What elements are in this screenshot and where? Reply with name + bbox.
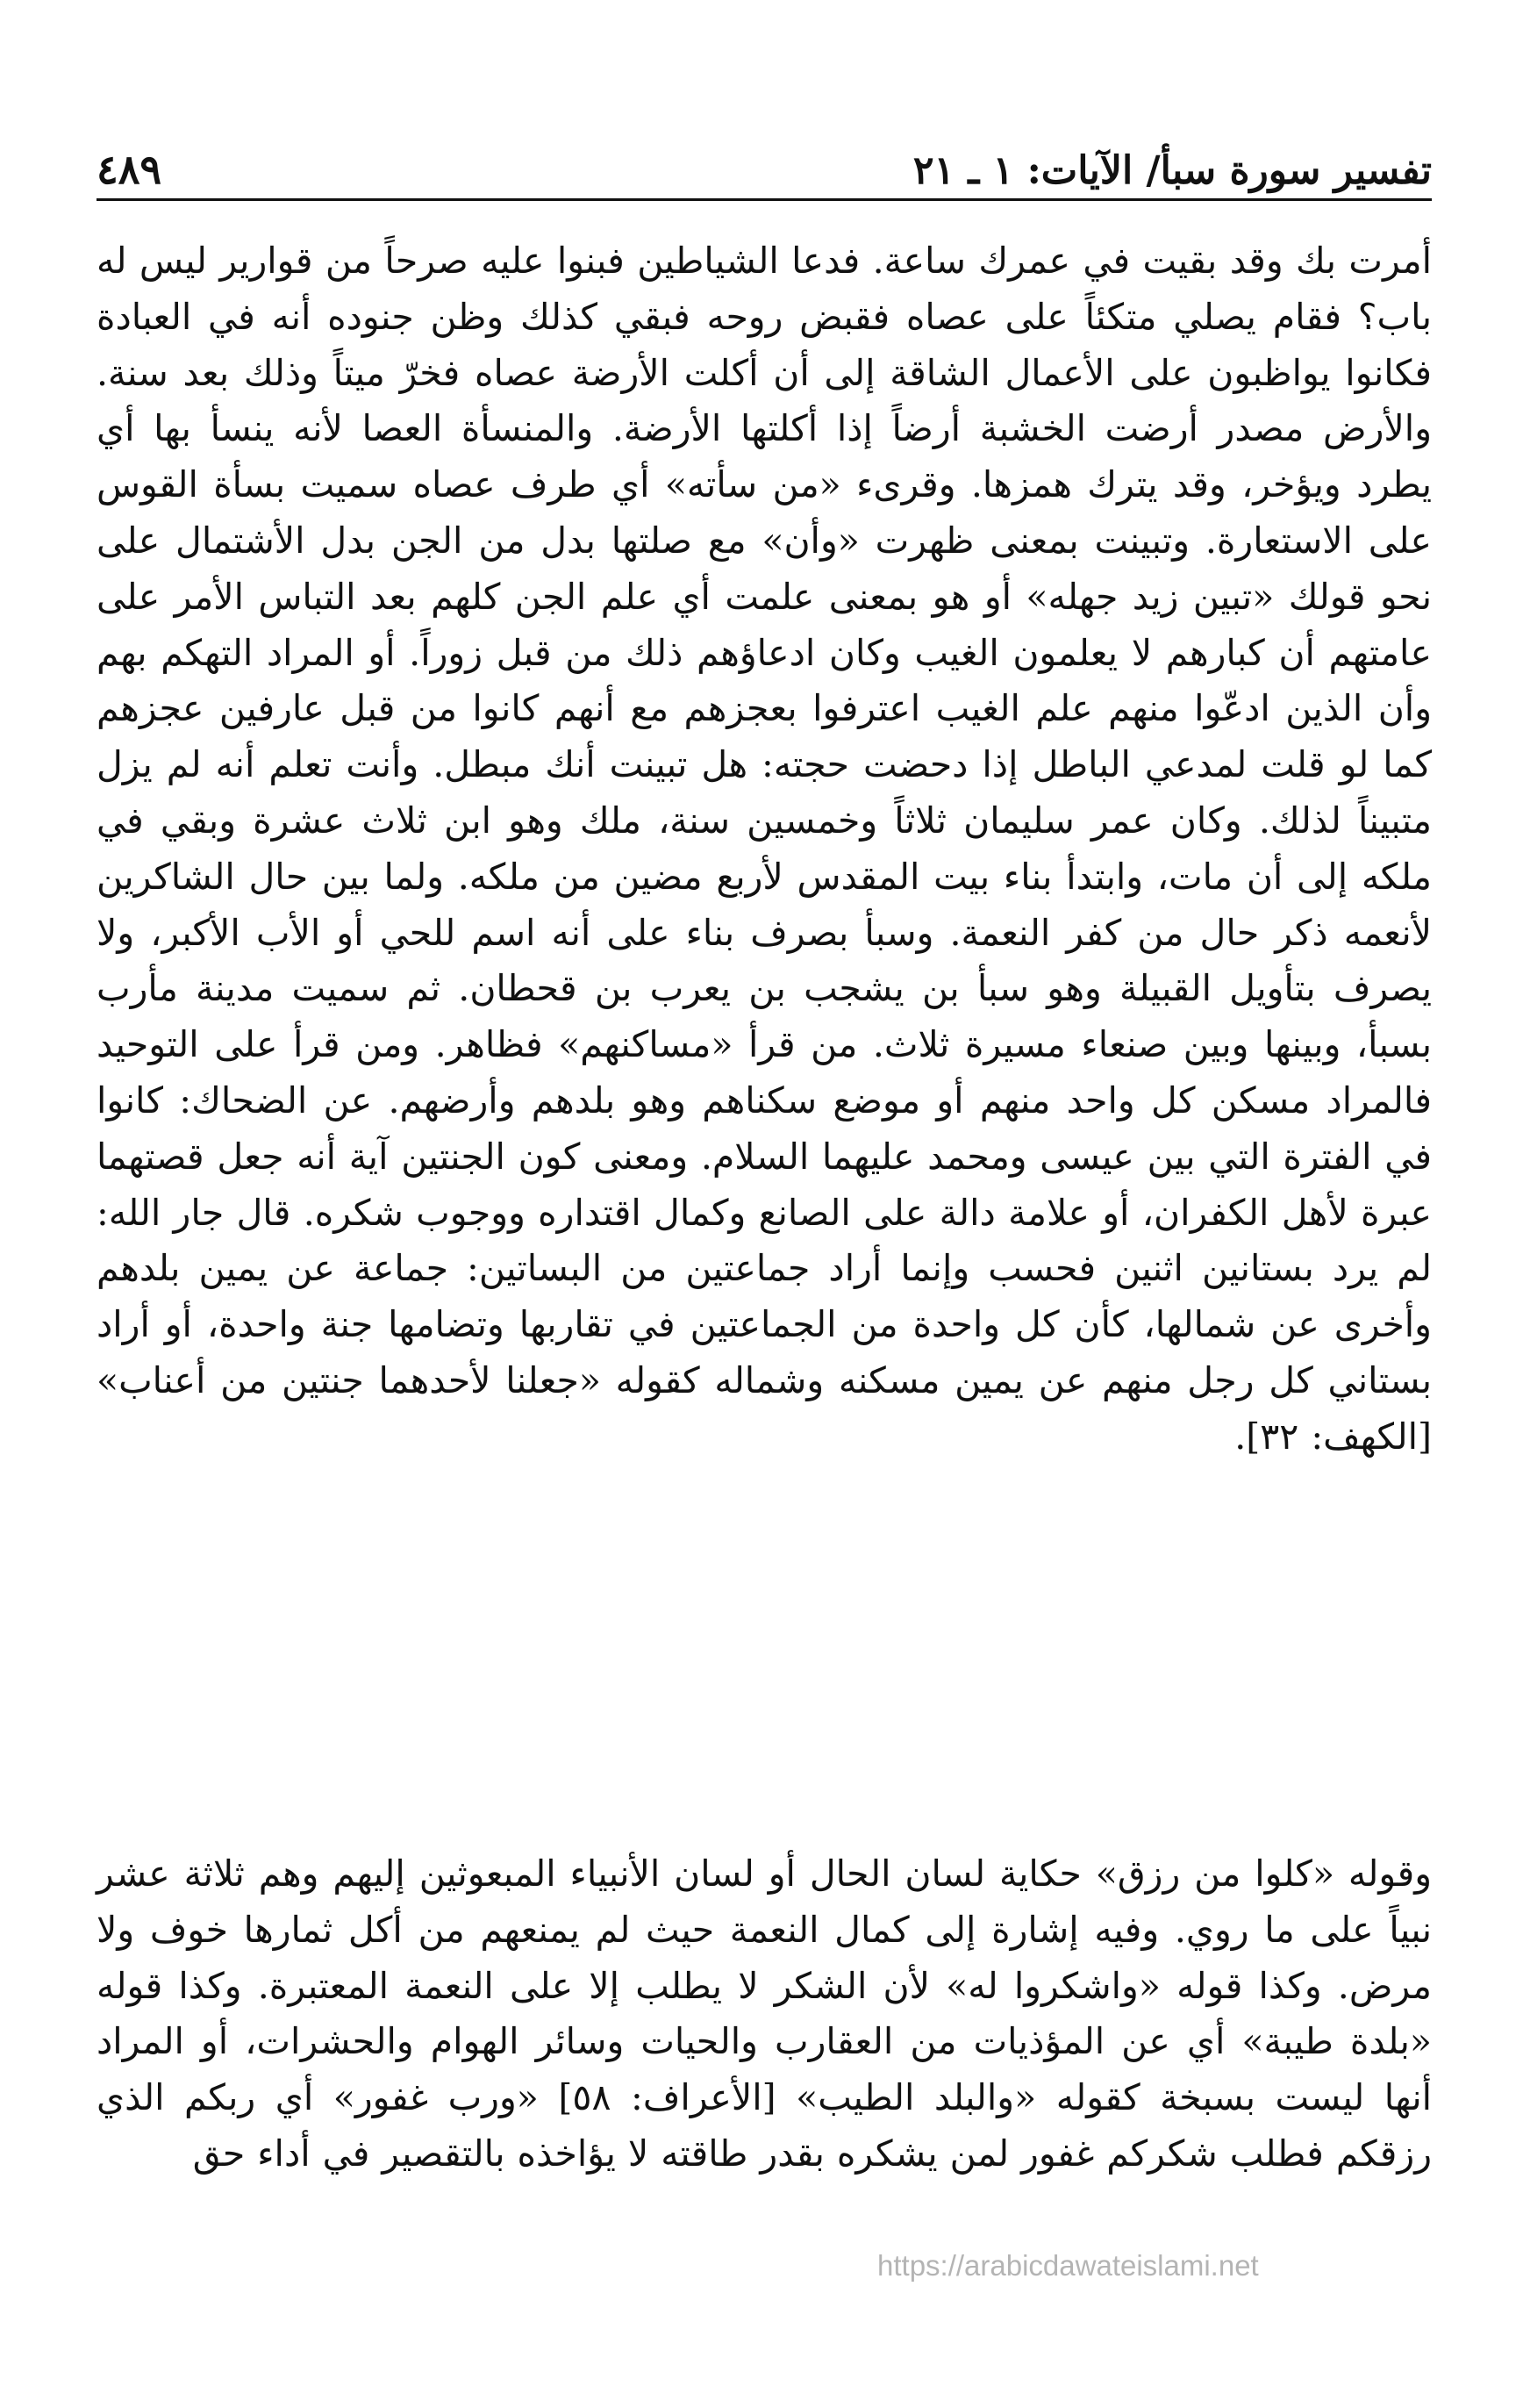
body-paragraph-1 [97, 233, 1432, 1466]
paragraph-text: أمرت بك وقد بقيت في عمرك ساعة. فدعا الشياطين فبنوا عليه صرحاً من قوارير ليس له باب؟ فقام يصلي متكئاً على عصاه فقبض روحه فبقي كذلك وظن جنوده أنه في العبادة فكانوا يواظبون على الأعمال الشاقة إلى أن أكلت الأرضة عصاه فخرّ ميتاً وذلك بعد سنة. والأرض مصدر أرضت الخشبة أرضاً إذا أكلتها الأرضة. والمنسأة العصا لأنه ينسأ بها أي يطرد ويؤخر، وقد يترك همزها. وقرىء «من سأته» أي طرف عصاه سميت بسأة القوس على الاستعارة. وتبينت بمعنى ظهرت «وأن» مع صلتها بدل من الجن بدل الأشتمال على نحو قولك «تبين زيد جهله» أو هو بمعنى علمت أي علم الجن كلهم بعد التباس الأمر على عامتهم أن كبارهم لا يعلمون الغيب وكان ادعاؤهم ذلك من قبل زوراً. أو المراد التهكم بهم وأن الذين ادعّوا منهم علم الغيب اعترفوا بعجزهم مع أنهم كانوا من قبل عارفين عجزهم كما لو قلت لمدعي الباطل إذا دحضت حجته: هل تبينت أنك مبطل. وأنت تعلم أنه لم يزل متبيناً لذلك. وكان عمر سليمان ثلاثاً وخمسين سنة، ملك وهو ابن ثلاث عشرة وبقي في ملكه إلى أن مات، وابتدأ بناء بيت المقدس لأربع مضين من ملكه. ولما بين حال الشاكرين لأنعمه ذكر حال من كفر النعمة. وسبأ بصرف بناء على أنه اسم للحي أو الأب الأكبر، ولا يصرف بتأويل القبيلة وهو سبأ بن يشجب بن يعرب بن قحطان. ثم سميت مدينة مأرب بسبأ، وبينها وبين صنعاء مسيرة ثلاث. من قرأ «مساكنهم» فظاهر. ومن قرأ على التوحيد فالمراد مسكن كل واحد منهم أو موضع سكناهم وهو بلدهم وأرضهم. عن الضحاك: كانوا في الفترة التي بين عيسى ومحمد عليهما السلام. ومعنى كون الجنتين آية أنه جعل قصتهما عبرة لأهل الكفران، أو علامة دالة على الصانع وكمال اقتداره ووجوب شكره. قال جار الله: لم يرد بستانين اثنين فحسب وإنما أراد جماعتين من البساتين: جماعة عن يمين بلدهم وأخرى عن شمالها، كأن كل واحدة من الجماعتين في تقاربها وتضامها جنة واحدة، أو أراد بستاني كل رجل منهم عن يمين مسكنه وشماله كقوله «جعلنا لأحدهما جنتين من أعناب» [الكهف: ٣٢]. [97, 240, 1432, 1458]
header-rule [97, 198, 1432, 201]
watermark-url: https://arabicdawateislami.net [877, 2249, 1259, 2282]
page-number: ٤٨٩ [97, 146, 162, 193]
paragraph-text: وقوله «كلوا من رزق» حكاية لسان الحال أو لسان الأنبياء المبعوثين إليهم وهم ثلاثة عشر نبياً على ما روي. وفيه إشارة إلى كمال النعمة حيث لم يمنعهم من أكل ثمارها خوف ولا مرض. وكذا قوله «واشكروا له» لأن الشكر لا يطلب إلا على النعمة المعتبرة. وكذا قوله «بلدة طيبة» أي عن المؤذيات من العقارب والحيات وسائر الهوام والحشرات، أو المراد أنها ليست بسبخة كقوله «والبلد الطيب» [الأعراف: ٥٨] «ورب غفور» أي ربكم الذي رزقكم فطلب شكركم غفور لمن يشكره بقدر طاقته لا يؤاخذه بالتقصير في أداء حق [97, 1853, 1432, 2175]
body-paragraph-2 [97, 1846, 1432, 2182]
page-header [97, 132, 1432, 193]
running-title: تفسير سورة سبأ/ الآيات: ١ ـ ٢١ [912, 148, 1432, 193]
